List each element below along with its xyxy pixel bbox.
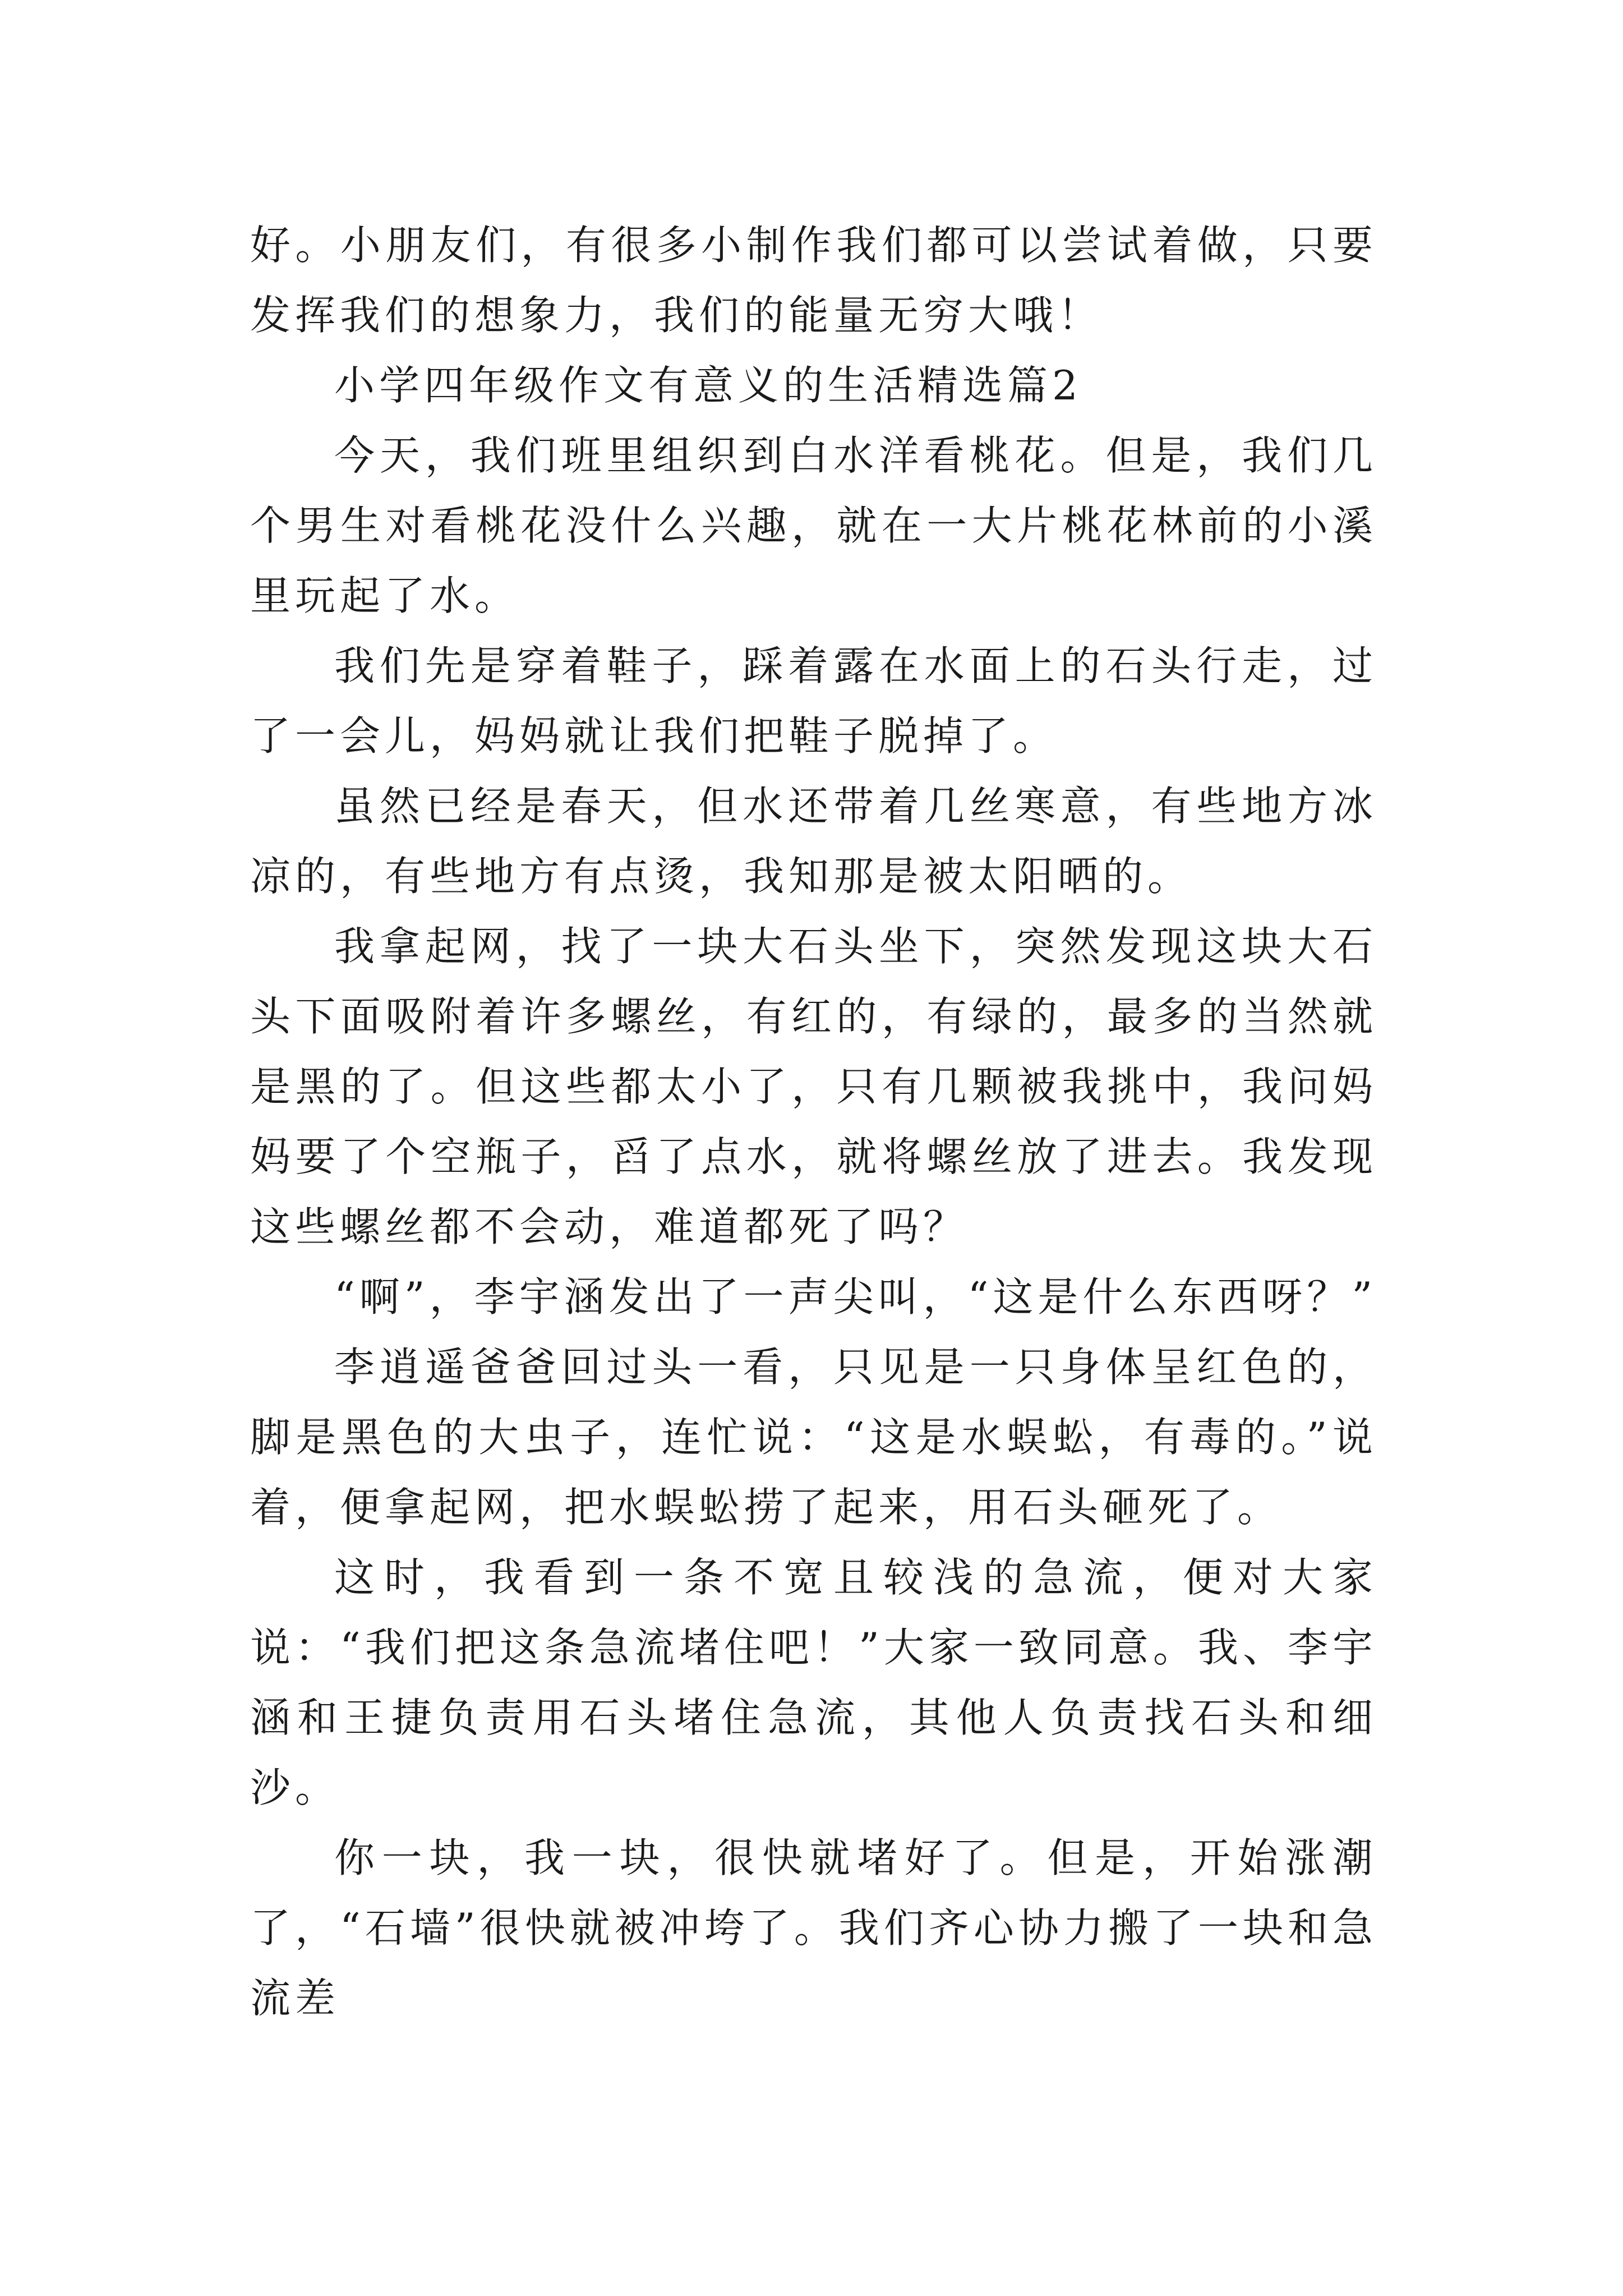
paragraph: 我们先是穿着鞋子，踩着露在水面上的石头行走，过了一会儿，妈妈就让我们把鞋子脱掉了。 xyxy=(250,642,1377,760)
paragraph: 李逍遥爸爸回过头一看，只见是一只身体呈红色的，脚是黑色的大虫子，连忙说：“这是水蜈蚣，有毒的。”说着，便拿起网，把水蜈蚣捞了起来，用石头砸死了。 xyxy=(250,1343,1377,1531)
paragraph: 我拿起网，找了一块大石头坐下，突然发现这块大石头下面吸附着许多螺丝，有红的，有绿的，最多的当然就是黑的了。但这些都太小了，只有几颗被我挑中，我问妈妈要了个空瓶子，舀了点水，就将螺丝放了进去。我发现这些螺丝都不会动，难道都死了吗？ xyxy=(250,923,1377,1250)
section-heading: 小学四年级作文有意义的生活精选篇2 xyxy=(334,362,1082,409)
paragraph: 这时，我看到一条不宽且较浅的急流，便对大家说：“我们把这条急流堵住吧！”大家一致同意。我、李宇涵和王捷负责用石头堵住急流，其他人负责找石头和细沙。 xyxy=(250,1554,1377,1811)
paragraph: “啊”，李宇涵发出了一声尖叫，“这是什么东西呀？” xyxy=(334,1273,1377,1320)
document-body xyxy=(250,210,1377,2033)
paragraph-continuation: 好。小朋友们，有很多小制作我们都可以尝试着做，只要发挥我们的想象力，我们的能量无穷大哦！ xyxy=(250,222,1377,339)
paragraph: 今天，我们班里组织到白水洋看桃花。但是，我们几个男生对看桃花没什么兴趣，就在一大片桃花林前的小溪里玩起了水。 xyxy=(250,432,1377,619)
paragraph: 你一块，我一块，很快就堵好了。但是，开始涨潮了，“石墙”很快就被冲垮了。我们齐心协力搬了一块和急流差 xyxy=(250,1834,1377,2022)
paragraph: 虽然已经是春天，但水还带着几丝寒意，有些地方冰凉的，有些地方有点烫，我知那是被太阳晒的。 xyxy=(250,783,1377,900)
